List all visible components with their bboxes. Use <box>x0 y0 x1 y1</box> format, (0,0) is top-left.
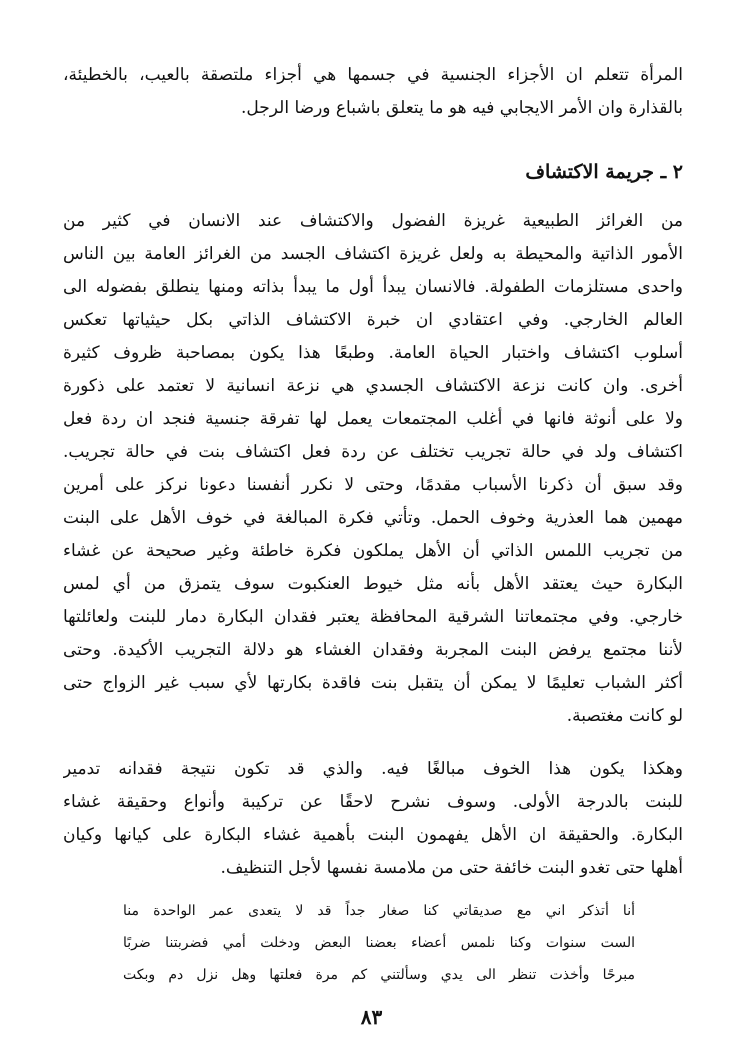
paragraph1-line: من الغرائز الطبيعية غريزة الفضول والاكتشاف عند الانسان في كثير من <box>63 211 683 231</box>
paragraph1-line: مهمين هما العذرية وخوف الحمل. وتأتي فكرة المبالغة في خوف الأهل على البنت <box>63 508 683 528</box>
paragraph1-line: العالم الخارجي. وفي اعتقادي ان خبرة الاكتشاف الذاتي بكل حيثياتها تعكس <box>63 310 683 330</box>
paragraph1-line: لأننا مجتمع يرفض البنت المجربة وفقدان الغشاء هو دلالة التجريب الأكيدة. وحتى <box>63 640 683 660</box>
paragraph1-line: وقد سبق أن ذكرنا الأسباب مقدمًا، وحتى لا نكرر أنفسنا دعونا نركز على أمرين <box>63 475 683 495</box>
paragraph1-line: الأمور الذاتية والمحيطة به ولعل غريزة اكتشاف الجسد من الغرائز العامة بين الناس <box>63 244 683 264</box>
paragraph1-line: أكثر الشباب تعليمًا لا يمكن أن يتقبل بنت فاقدة بكارتها لأي سبب غير الزواج حتى <box>63 673 683 693</box>
paragraph1-line: من تجريب اللمس الذاتي أن الأهل يملكون فكرة خاطئة وغير صحيحة عن غشاء <box>63 541 683 561</box>
quote-line: أنا أتذكر اني مع صديقاتي كنا صغار جداً قد لا يتعدى عمر الواحدة منا <box>123 903 635 919</box>
paragraph1-line: واحدى مستلزمات الطفولة. فالانسان يبدأ أول ما يبدأ بذاته ومنها ينطلق بفضوله الى <box>63 277 683 297</box>
paragraph1-line: لو كانت مغتصبة. <box>566 706 683 726</box>
paragraph2-line: أهلها حتى تغدو البنت خائفة حتى من ملامسة نفسها لأجل التنظيف. <box>220 858 683 878</box>
paragraph1-line: خارجي. وفي مجتمعاتنا الشرقية المحافظة يعتبر فقدان البكارة دمار للبنت ولعائلتها <box>63 607 683 627</box>
quote-line: مبرحًا وأخذت تنظر الى يدي وسألتني كم مرة فعلتها وهل نزل دم وبكت <box>123 967 635 983</box>
quote-line: الست سنوات وكنا نلمس أعضاء بعضنا البعض ودخلت أمي فضربتنا ضربًا <box>123 935 635 951</box>
intro-line: بالقذارة وان الأمر الايجابي فيه هو ما يتعلق باشباع ورضا الرجل. <box>241 98 683 118</box>
paragraph1-line: اكتشاف ولد في حالة تجريب تختلف عن ردة فعل اكتشاف بنت في حالة تجريب. <box>63 442 683 462</box>
paragraph1-line: أخرى. وان كانت نزعة الاكتشاف الجسدي هي نزعة انسانية لا تعتمد على ذكورة <box>63 376 683 396</box>
paragraph2-line: البكارة. والحقيقة ان الأهل يفهمون البنت بأهمية غشاء البكارة على كيانها وكيان <box>63 825 683 845</box>
section-heading: ٢ ـ جريمة الاكتشاف <box>525 161 683 183</box>
paragraph2-line: للبنت بالدرجة الأولى. وسوف نشرح لاحقًا عن تركيبة وأنواع وحقيقة غشاء <box>63 792 683 812</box>
paragraph1-line: أسلوب اكتشاف واختبار الحياة العامة. وطبعًا هذا يكون بمصاحبة ظروف كثيرة <box>63 343 683 363</box>
paragraph2-line: وهكذا يكون هذا الخوف مبالغًا فيه. والذي قد تكون نتيجة فقدانه تدمير <box>63 759 683 779</box>
intro-line: المرأة تتعلم ان الأجزاء الجنسية في جسمها هي أجزاء ملتصقة بالعيب، بالخطيئة، <box>63 65 683 85</box>
paragraph1-line: البكارة حيث يعتقد الأهل بأنه مثل خيوط العنكبوت سوف يتمزق من أي لمس <box>63 574 683 594</box>
paragraph1-line: ولا على أنوثة فانها في أغلب المجتمعات يعمل لها تفرقة جنسية فنجد ان ردة فعل <box>63 409 683 429</box>
page-number: ٨٣ <box>360 1005 383 1029</box>
